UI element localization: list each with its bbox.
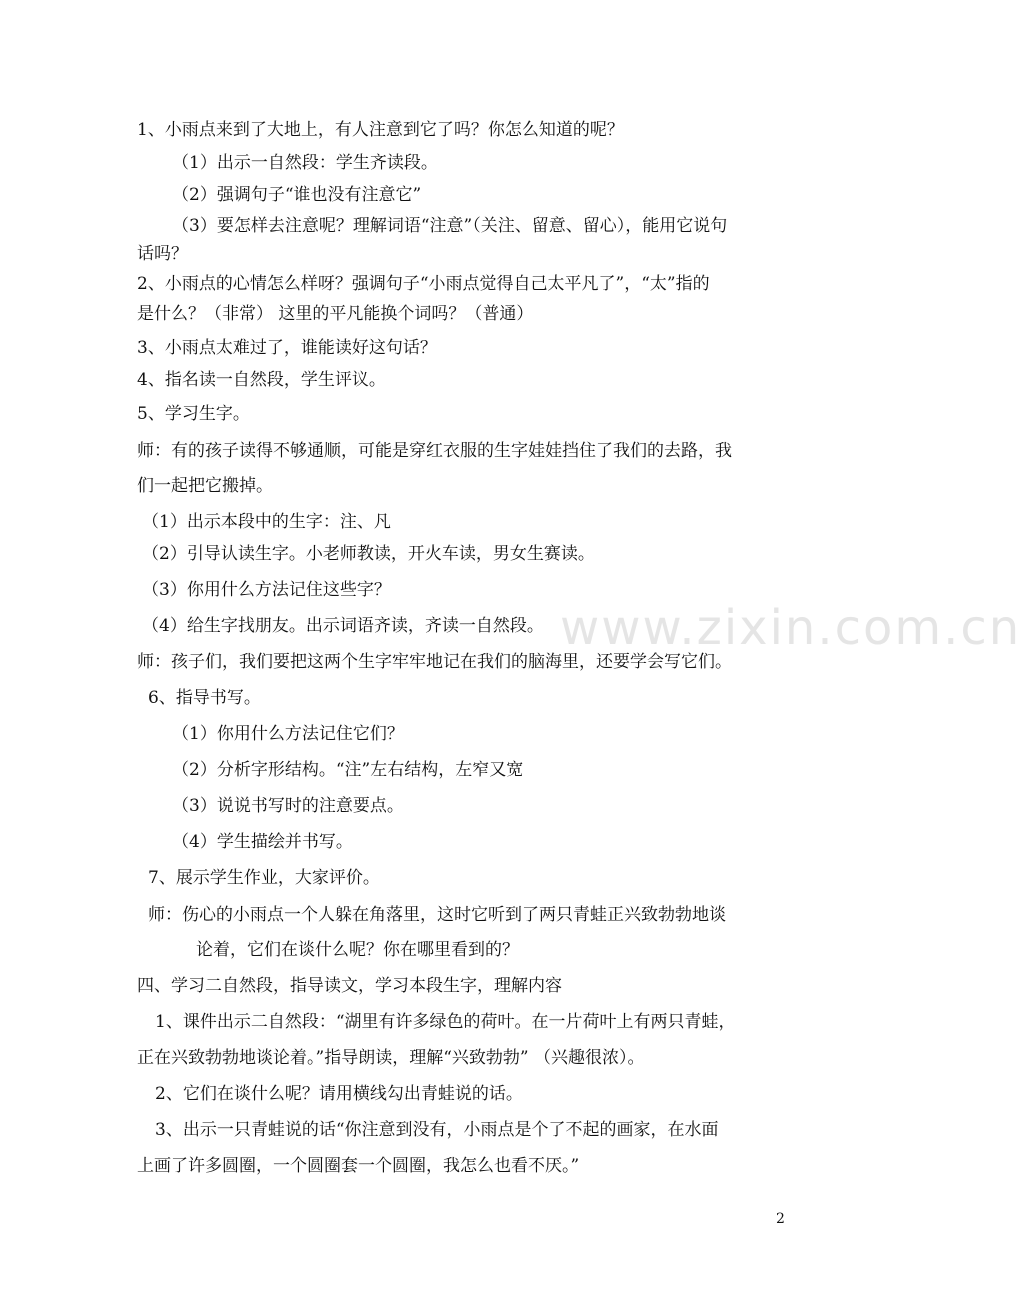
text-line: 3、小雨点太难过了，谁能读好这句话？: [137, 338, 437, 358]
text-line: 1、课件出示二自然段：“湖里有许多绿色的荷叶。在一片荷叶上有两只青蛙，: [155, 1012, 736, 1032]
page-number: 2: [776, 1211, 785, 1227]
text-line: 师：孩子们，我们要把这两个生字牢牢地记在我们的脑海里，还要学会写它们。: [137, 652, 732, 672]
text-line: 4、指名读一自然段，学生评议。: [137, 370, 386, 390]
text-line: （1）出示本段中的生字：注、凡: [142, 512, 391, 532]
text-line: 上画了许多圆圈，一个圆圈套一个圆圈，我怎么也看不厌。”: [137, 1156, 580, 1176]
text-line: 话吗？: [137, 244, 188, 264]
text-line: 2、它们在谈什么呢？请用横线勾出青蛙说的话。: [155, 1084, 523, 1104]
text-line: 1、小雨点来到了大地上，有人注意到它了吗？你怎么知道的呢？: [137, 120, 624, 140]
text-line: （3）说说书写时的注意要点。: [172, 796, 404, 816]
text-line: 师：伤心的小雨点一个人躲在角落里，这时它听到了两只青蛙正兴致勃勃地谈: [148, 905, 726, 925]
text-line: （2）引导认读生字。小老师教读，开火车读，男女生赛读。: [142, 544, 595, 564]
watermark: www.zixin.com.cn: [560, 600, 1021, 656]
text-line: 四、学习二自然段，指导读文，学习本段生字，理解内容: [137, 976, 562, 996]
text-line: （1）出示一自然段：学生齐读段。: [172, 153, 438, 173]
text-line: （1）你用什么方法记住它们？: [172, 724, 404, 744]
text-line: 正在兴致勃勃地谈论着。”指导朗读，理解“兴致勃勃” （兴趣很浓）。: [137, 1048, 645, 1068]
text-line: 5、学习生字。: [137, 404, 250, 424]
text-line: （4）学生描绘并书写。: [172, 832, 353, 852]
text-line: 6、指导书写。: [148, 688, 261, 708]
text-line: （3）你用什么方法记住这些字？: [142, 580, 391, 600]
text-line: （3）要怎样去注意呢？理解词语“注意”（关注、留意、留心），能用它说句: [172, 216, 728, 236]
text-line: （4）给生字找朋友。出示词语齐读，齐读一自然段。: [142, 616, 544, 636]
text-line: 师：有的孩子读得不够通顺，可能是穿红衣服的生字娃娃挡住了我们的去路，我: [137, 441, 732, 461]
text-line: 7、展示学生作业，大家评价。: [148, 868, 380, 888]
text-line: 们一起把它搬掉。: [137, 476, 273, 496]
text-line: 是什么？（非常） 这里的平凡能换个词吗？（普通）: [137, 304, 534, 324]
text-line: 论着，它们在谈什么呢？你在哪里看到的？: [196, 940, 519, 960]
text-line: 2、小雨点的心情怎么样呀？强调句子“小雨点觉得自己太平凡了”，“太”指的: [137, 274, 710, 294]
text-line: （2）分析字形结构。“注”左右结构，左窄又宽: [172, 760, 524, 780]
text-line: 3、出示一只青蛙说的话“你注意到没有，小雨点是个了不起的画家，在水面: [155, 1120, 719, 1140]
text-line: （2）强调句子“谁也没有注意它”: [172, 185, 422, 205]
